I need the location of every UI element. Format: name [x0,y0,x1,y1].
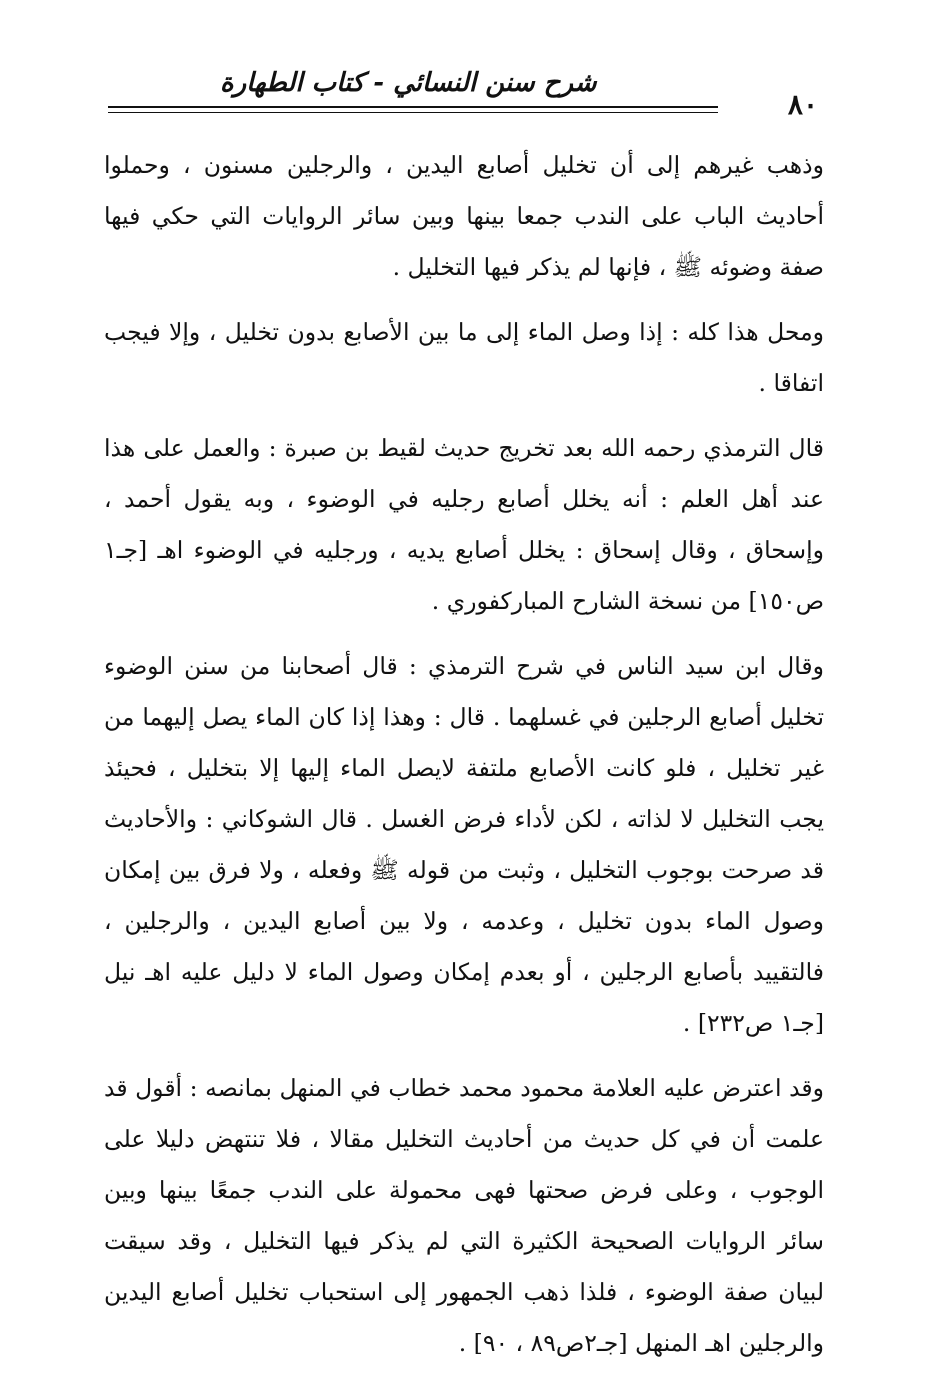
page-number: ٨٠ [787,88,818,121]
header-rule-thick [108,106,718,108]
paragraph-text: قال الترمذي رحمه الله بعد تخريج حديث لقيط بن صبرة : والعمل على هذا عند أهل العلم : أنه يخلل أصابع رجليه في الوضوء ، وبه يقول أحمد ، وإسحاق ، وقال إسحاق : يخلل أصابع يديه ، ورجليه في الوضوء اهـ [جـ١ ص١٥٠] من نسخة الشارح المباركفوري . [104,434,824,615]
header-rule-thin [108,112,718,113]
paragraph-text: وذهب غيرهم إلى أن تخليل أصابع اليدين ، والرجلين مسنون ، وحملوا أحاديث الباب على الندب جمعا بينها وبين سائر الروايات التي حكي فيها صفة وضوئه ﷺ ، فإنها لم يذكر فيها التخليل . [104,151,824,281]
running-title: شرح سنن النسائي - كتاب الطهارة [220,68,597,98]
paragraph-text: وقد اعترض عليه العلامة محمود محمد خطاب في المنهل بمانصه : أقول قد علمت أن في كل حديث من أحاديث التخليل مقالا ، فلا تنتهض دليلا على الوجوب ، وعلى فرض صحتها فهى محمولة على الندب جمعًا بينها وبين سائر الروايات الصحيحة الكثيرة التي لم يذكر فيها التخليل ، وقد سيقت لبيان صفة الوضوء ، فلذا ذهب الجمهور إلى استحباب تخليل أصابع اليدين والرجلين اهـ المنهل [جـ٢ص٨٩ ، ٩٠] . [104,1074,824,1357]
paragraph-1 [104,140,824,293]
page-header [108,62,824,126]
paragraph-text: ومحل هذا كله : إذا وصل الماء إلى ما بين الأصابع بدون تخليل ، وإلا فيجب اتفاقا . [104,318,825,397]
paragraph-text: وقال ابن سيد الناس في شرح الترمذي : قال أصحابنا من سنن الوضوء تخليل أصابع الرجلين في غسلهما . قال : وهذا إذا كان الماء يصل إليهما من غير تخليل ، فلو كانت الأصابع ملتفة لايصل الماء إليها إلا بتخليل ، فحيئذ يجب التخليل لا لذاته ، لكن لأداء فرض الغسل . قال الشوكاني : والأحاديث قد صرحت بوجوب التخليل ، وثبت من قوله ﷺ وفعله ، ولا فرق بين إمكان وصول الماء بدون تخليل ، وعدمه ، ولا بين أصابع اليدين ، والرجلين ، فالتقييد بأصابع الرجلين ، أو بعدم إمكان وصول الماء لا دليل عليه اهـ نيل [جـ١ ص٢٣٢] . [104,652,824,1037]
paragraph-2 [104,307,824,409]
paragraph-3 [104,423,824,627]
body-text [104,140,824,1383]
paragraph-4 [104,641,824,1049]
paragraph-5 [104,1063,824,1369]
